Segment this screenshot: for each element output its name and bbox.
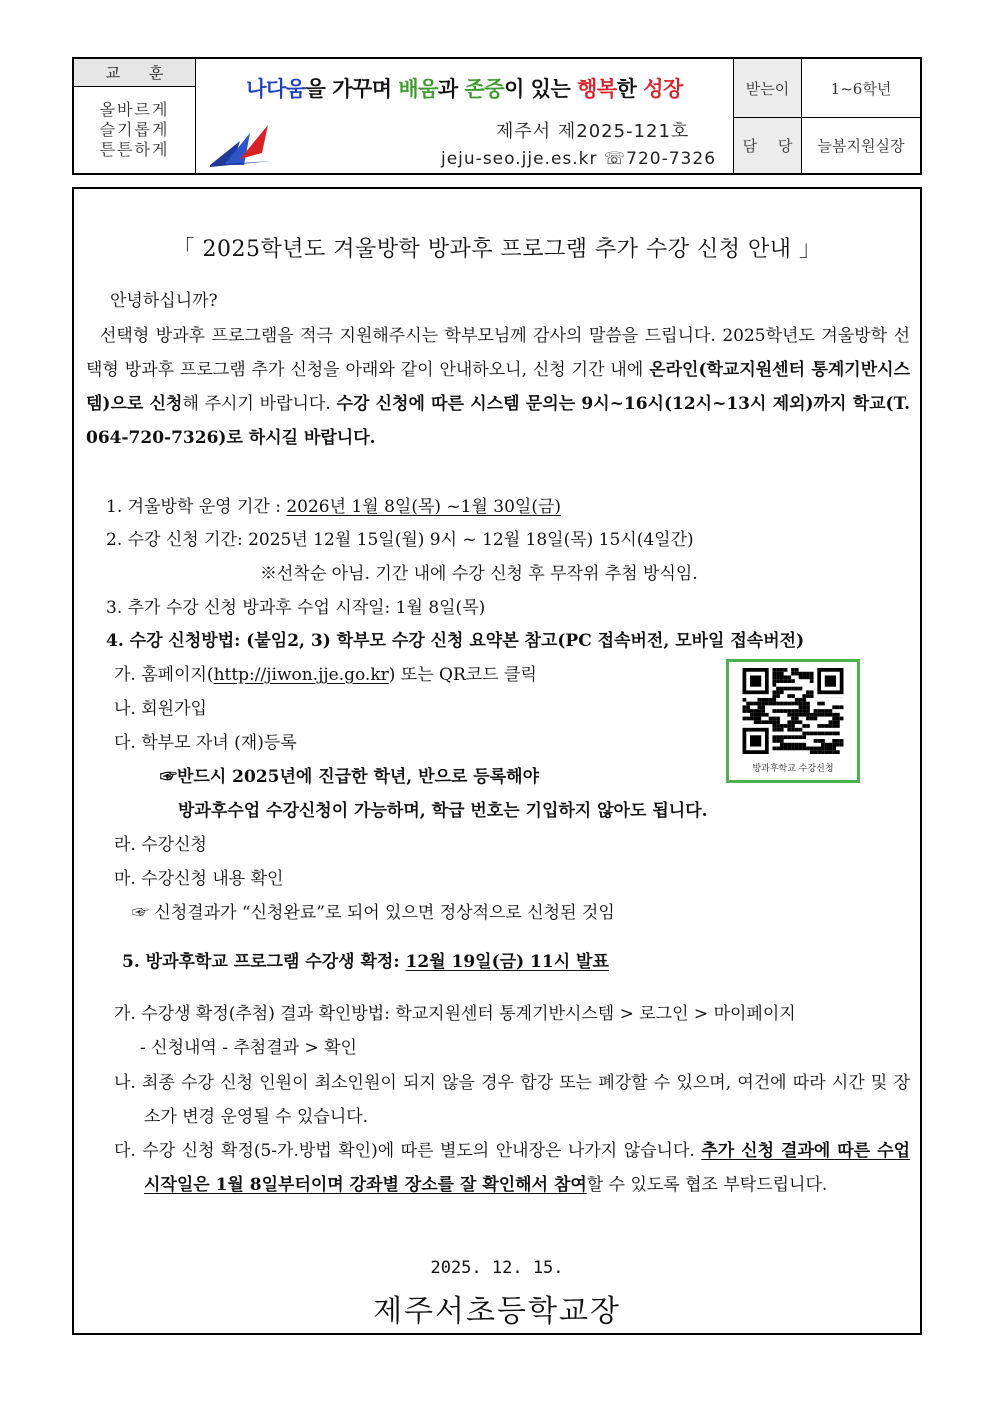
slogan-part: 한 xyxy=(616,77,644,101)
item-label: 5. 방과후학교 프로그램 수강생 확정: xyxy=(122,952,406,972)
step-register-child: 다. 학부모 자녀 (재)등록 xyxy=(114,733,297,753)
manager-label: 담 당 xyxy=(734,118,802,173)
guidance-emphasis: 추가 신청 결과에 따른 수업 시작일은 1월 8일부터이며 강좌별 장소를 잘 확인해서 참여 xyxy=(144,1141,911,1195)
item-application-method: 4. 수강 신청방법: (붙임2, 3) 학부모 수강 신청 요약본 참고(PC 접속버전, 모바일 접속버전) xyxy=(106,631,805,651)
motto-line: 슬기롭게 xyxy=(99,120,170,139)
school-contact: jeju-seo.jje.es.kr ☏720-7326 xyxy=(441,149,717,169)
item-confirmation xyxy=(122,951,609,973)
guidance-text: 다. 수강 신청 확정(5-가.방법 확인)에 따른 별도의 안내장은 나가지 않습니다. xyxy=(114,1141,702,1161)
letterhead-center xyxy=(196,59,734,173)
slogan-part: 과 xyxy=(437,77,465,101)
step-text: 가. 홈페이지( xyxy=(114,665,214,685)
homepage-link[interactable]: http://jiwon.jje.go.kr xyxy=(213,665,389,685)
motto-lines xyxy=(74,87,196,173)
school-principal: 제주서초등학교장 xyxy=(373,1294,621,1329)
step-text: ) 또는 QR코드 클릭 xyxy=(388,665,537,685)
recipient-label: 받는이 xyxy=(734,59,802,118)
slogan-part: 이 있는 xyxy=(504,77,578,101)
motto-line: 튼튼하게 xyxy=(99,140,170,159)
document-number: 제주서 제2025-121호 xyxy=(496,121,690,142)
item-value: 12월 19일(금) 11시 발표 xyxy=(405,952,609,972)
motto-title: 교 훈 xyxy=(74,59,196,87)
item-value: 2026년 1월 8일(목) ~1월 30일(금) xyxy=(286,497,562,517)
item-operation-period xyxy=(106,496,561,518)
step-apply: 라. 수강신청 xyxy=(114,835,207,855)
recipient-value: 1~6학년 xyxy=(802,59,920,118)
intro-text: 선택형 방과후 프로그램을 적극 지원해주시는 학부모님께 감사의 말씀을 드립니다. 2025학년도 겨울방학 선택형 방과후 프로그램 추가 신청을 아래와 같이 안내하오니, 신청 기간 내에 xyxy=(86,326,910,380)
confirm-method-path: - 신청내역 - 추첨결과 > 확인 xyxy=(140,1038,357,1058)
cancel-note: 나. 최종 수강 신청 인원이 최소인원이 되지 않을 경우 합강 또는 폐강할 수 있으며, 여건에 따라 시간 및 장소가 변경 운영될 수 있습니다. xyxy=(114,1073,910,1127)
manager-value: 늘봄지원실장 xyxy=(817,137,905,155)
slogan-part: 행복 xyxy=(577,77,617,101)
school-logo-icon xyxy=(210,125,272,167)
slogan-part: 존중 xyxy=(464,77,505,101)
item-application-note: ※선착순 아님. 기간 내에 수강 신청 후 무작위 추첨 방식임. xyxy=(260,564,698,584)
item-application-period: 2. 수강 신청 기간: 2025년 12월 15일(월) 9시 ~ 12월 18일(목) 15시(4일간) xyxy=(106,530,694,550)
slogan-part: 배움 xyxy=(398,77,438,101)
intro-text: 해 주시기 바랍니다. xyxy=(182,394,337,414)
item-label: 1. 겨울방학 운영 기간 : xyxy=(106,497,287,517)
greeting: 안녕하십니까? xyxy=(110,291,218,311)
guidance-text: 할 수 있도록 협조 부탁드립니다. xyxy=(586,1175,828,1195)
motto-line: 올바르게 xyxy=(99,100,170,119)
slogan-part: 성장 xyxy=(643,77,683,101)
slogan-part: 나다움 xyxy=(246,77,306,101)
intro-paragraph xyxy=(86,319,910,455)
intro-emphasis: 온라인(학교지원센터 통계기반시스템)으로 신청 xyxy=(86,360,910,414)
step-check: 마. 수강신청 내용 확인 xyxy=(114,869,284,889)
slogan-part: 을 가꾸며 xyxy=(305,77,399,101)
school-slogan xyxy=(196,73,733,103)
item-start-date: 3. 추가 수강 신청 방과후 수업 시작일: 1월 8일(목) xyxy=(106,598,486,618)
notice-guidance xyxy=(114,1134,910,1202)
issue-date: 2025. 12. 15. xyxy=(430,1258,564,1278)
notice-body xyxy=(72,187,922,1335)
notice-title: 「 2025학년도 겨울방학 방과후 프로그램 추가 수강 신청 안내 」 xyxy=(172,237,822,262)
qr-caption: 방과후학교 수강신청 xyxy=(752,764,834,774)
confirm-method: 가. 수강생 확정(추첨) 결과 확인방법: 학교지원센터 통계기반시스템 > 로그인 > 마이페이지 xyxy=(114,1004,796,1024)
register-note: 방과후수업 수강신청이 가능하며, 학급 번호는 기입하지 않아도 됩니다. xyxy=(178,801,708,821)
check-note: ☞ 신청결과가 “신청완료”로 되어 있으면 정상적으로 신청된 것임 xyxy=(132,903,615,923)
intro-emphasis: 수강 신청에 따른 시스템 문의는 9시~16시(12시~13시 제외)까지 학교(T. 064-720-7326)로 하시길 바랍니다. xyxy=(86,394,910,448)
register-note: ☞반드시 2025년에 진급한 학년, 반으로 등록해야 xyxy=(160,767,539,787)
step-homepage xyxy=(114,664,537,686)
qr-code[interactable] xyxy=(726,659,860,783)
step-signup: 나. 회원가입 xyxy=(114,699,207,719)
letterhead xyxy=(72,57,922,175)
qr-code-icon xyxy=(739,668,847,754)
